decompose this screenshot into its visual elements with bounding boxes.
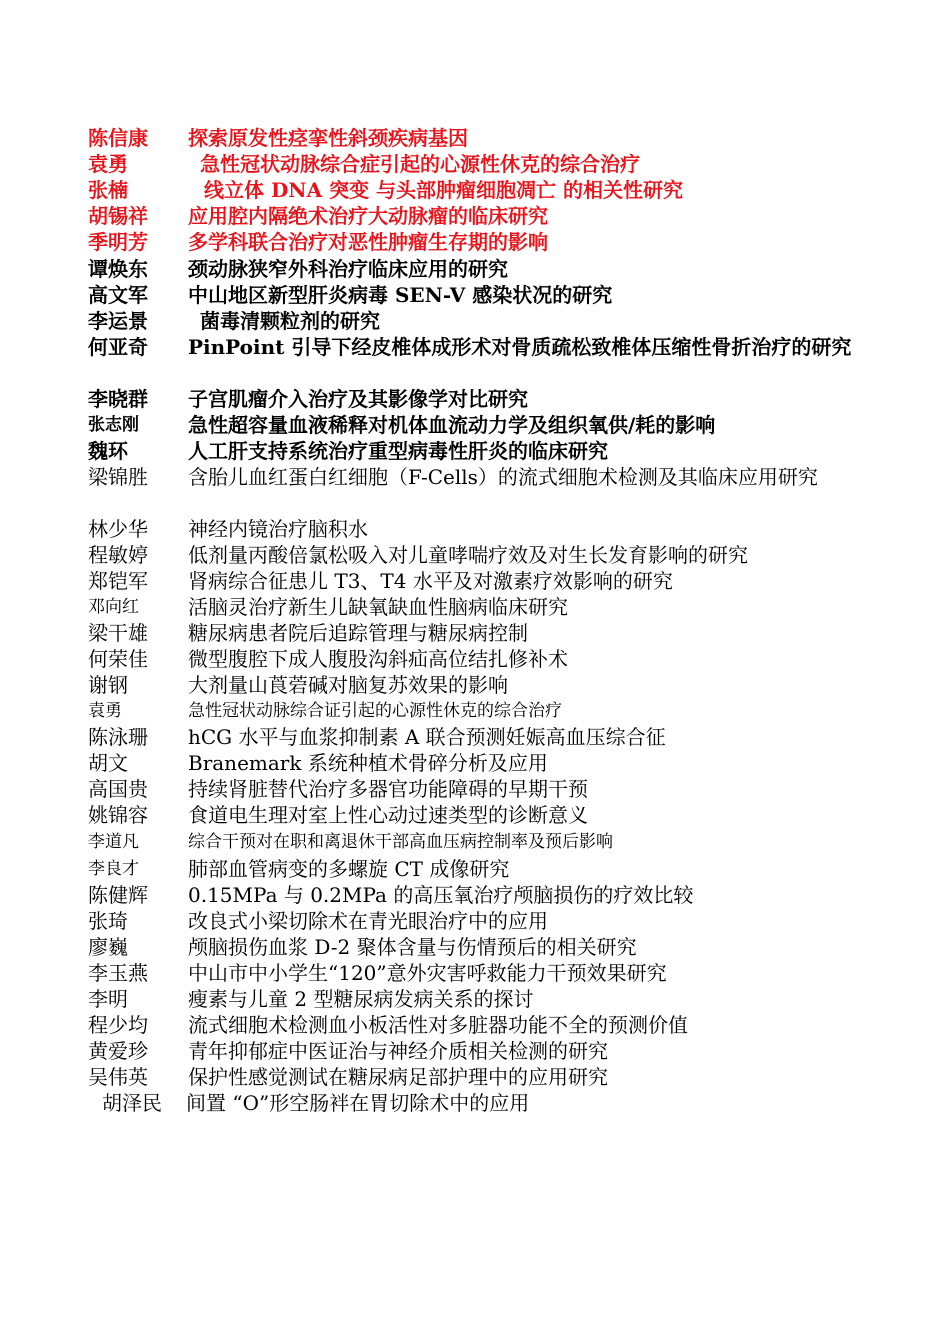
author-name: 廖巍: [88, 935, 128, 959]
author-name: 袁勇: [88, 152, 128, 176]
project-title: 食道电生理对室上性心动过速类型的诊断意义: [188, 803, 588, 827]
project-title: 含胎儿血红蛋白红细胞（F-Cells）的流式细胞术检测及其临床应用研究: [188, 465, 818, 489]
author-name: 胡锡祥: [88, 204, 148, 228]
author-name: 何亚奇: [88, 335, 148, 359]
project-title: 肾病综合征患儿 T3、T4 水平及对激素疗效影响的研究: [188, 569, 673, 593]
author-name: 何荣佳: [88, 647, 148, 671]
project-title: 急性冠状动脉综合症引起的心源性休克的综合治疗: [200, 152, 640, 176]
project-title: 颅脑损伤血浆 D-2 聚体含量与伤情预后的相关研究: [188, 935, 637, 959]
author-name: 李玉燕: [88, 961, 148, 985]
project-title: 低剂量丙酸倍氯松吸入对儿童哮喘疗效及对生长发育影响的研究: [188, 543, 748, 567]
author-name: 李良才: [88, 859, 139, 879]
project-title: 大剂量山莨菪碱对脑复苏效果的影响: [188, 673, 508, 697]
project-title: 探索原发性痉挛性斜颈疾病基因: [188, 126, 468, 150]
author-name: 梁干雄: [88, 621, 148, 645]
author-name: 梁锦胜: [88, 465, 148, 489]
project-title: 保护性感觉测试在糖尿病足部护理中的应用研究: [188, 1065, 608, 1089]
author-name: 谢钢: [88, 673, 128, 697]
author-name: 魏环: [88, 439, 128, 463]
project-title: hCG 水平与血浆抑制素 A 联合预测妊娠高血压综合征: [188, 725, 666, 749]
project-title: 中山市中小学生“120”意外灾害呼救能力干预效果研究: [188, 961, 667, 985]
project-title: 中山地区新型肝炎病毒 SEN-V 感染状况的研究: [188, 283, 613, 307]
project-title: 间置 “O”形空肠袢在胃切除术中的应用: [186, 1091, 530, 1115]
author-name: 胡泽民: [102, 1091, 162, 1115]
author-name: 李明: [88, 987, 128, 1011]
author-name: 胡文: [88, 751, 128, 775]
author-name: 陈泳珊: [88, 725, 148, 749]
project-title: 多学科联合治疗对恶性肿瘤生存期的影响: [188, 230, 548, 254]
author-name: 李晓群: [88, 387, 148, 411]
author-name: 张琦: [88, 909, 128, 933]
author-name: 李道凡: [88, 832, 139, 852]
project-title: 神经内镜治疗脑积水: [188, 517, 368, 541]
author-name: 林少华: [88, 517, 148, 541]
author-name: 季明芳: [88, 230, 148, 254]
author-name: 程敏婷: [88, 543, 148, 567]
project-title: 应用腔内隔绝术治疗大动脉瘤的临床研究: [188, 204, 548, 228]
author-name: 陈健辉: [88, 883, 148, 907]
author-name: 袁勇: [88, 701, 122, 721]
author-name: 吴伟英: [88, 1065, 148, 1089]
project-title: 肺部血管病变的多螺旋 CT 成像研究: [188, 857, 510, 881]
project-title: 0.15MPa 与 0.2MPa 的高压氧治疗颅脑损伤的疗效比较: [188, 883, 694, 907]
project-title: 糖尿病患者院后追踪管理与糖尿病控制: [188, 621, 528, 645]
author-name: 邓向红: [88, 597, 139, 617]
author-name: 黄爱珍: [88, 1039, 148, 1063]
author-name: 高文军: [88, 283, 148, 307]
author-name: 谭焕东: [88, 257, 148, 281]
project-title: 改良式小梁切除术在青光眼治疗中的应用: [188, 909, 548, 933]
project-title: 急性冠状动脉综合证引起的心源性休克的综合治疗: [188, 701, 562, 721]
project-title: 流式细胞术检测血小板活性对多脏器功能不全的预测价值: [188, 1013, 688, 1037]
project-title: 持续肾脏替代治疗多器官功能障碍的早期干预: [188, 777, 588, 801]
project-title: 瘦素与儿童 2 型糖尿病发病关系的探讨: [188, 987, 534, 1011]
project-title: 线立体 DNA 突变 与头部肿瘤细胞凋亡 的相关性研究: [204, 178, 683, 202]
project-title: 菌毒清颗粒剂的研究: [200, 309, 380, 333]
project-title: 颈动脉狭窄外科治疗临床应用的研究: [188, 257, 508, 281]
author-name: 张志刚: [88, 415, 139, 435]
project-title: 急性超容量血液稀释对机体血流动力学及组织氧供/耗的影响: [188, 413, 716, 437]
project-title: PinPoint 引导下经皮椎体成形术对骨质疏松致椎体压缩性骨折治疗的研究: [188, 335, 852, 359]
author-name: 姚锦容: [88, 803, 148, 827]
project-title: 微型腹腔下成人腹股沟斜疝高位结扎修补术: [188, 647, 568, 671]
project-title: 活脑灵治疗新生儿缺氧缺血性脑病临床研究: [188, 595, 568, 619]
project-title: 综合干预对在职和离退休干部高血压病控制率及预后影响: [188, 832, 613, 852]
author-name: 郑铠军: [88, 569, 148, 593]
project-title: Branemark 系统种植术骨碎分析及应用: [188, 751, 548, 775]
project-title: 子宫肌瘤介入治疗及其影像学对比研究: [188, 387, 528, 411]
author-name: 高国贵: [88, 777, 148, 801]
project-title: 青年抑郁症中医证治与神经介质相关检测的研究: [188, 1039, 608, 1063]
project-title: 人工肝支持系统治疗重型病毒性肝炎的临床研究: [188, 439, 608, 463]
author-name: 张楠: [88, 178, 128, 202]
author-name: 李运景: [88, 309, 148, 333]
author-name: 陈信康: [88, 126, 148, 150]
author-name: 程少均: [88, 1013, 148, 1037]
